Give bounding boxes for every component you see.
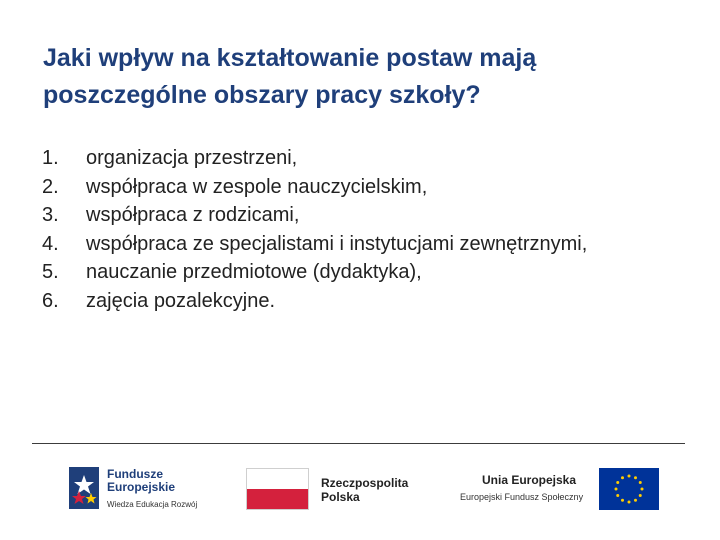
slide-title-line-2: poszczególne obszary pracy szkoły? bbox=[43, 81, 481, 109]
ue-logo-subtitle: Europejski Fundusz Społeczny bbox=[460, 492, 584, 502]
rzeczpospolita-polska-logo bbox=[246, 468, 436, 512]
areas-list bbox=[42, 144, 682, 315]
ue-logo-title: Unia Europejska bbox=[482, 473, 577, 487]
fe-logo-line-1: Fundusze bbox=[107, 467, 163, 481]
eu-star-icon bbox=[616, 494, 619, 497]
list-item-number: 1. bbox=[42, 147, 59, 169]
list-item-number: 5. bbox=[42, 261, 59, 283]
eu-star-icon bbox=[628, 501, 631, 504]
eu-star-icon bbox=[621, 499, 624, 502]
eu-star-icon bbox=[641, 488, 644, 491]
fundusze-europejskie-logo bbox=[65, 463, 215, 515]
rp-logo-line-1: Rzeczpospolita bbox=[321, 476, 409, 490]
unia-europejska-logo bbox=[458, 468, 663, 512]
fe-logo-line-2: Europejskie bbox=[107, 480, 176, 494]
list-item-number: 6. bbox=[42, 289, 59, 312]
list-item bbox=[42, 144, 682, 173]
eu-star-icon bbox=[639, 494, 642, 497]
polish-flag-icon bbox=[246, 468, 309, 510]
fe-logo-subtitle: Wiedza Edukacja Rozwój bbox=[107, 500, 198, 509]
list-item-text: współpraca ze specjalistami i instytucjami zewnętrznymi, bbox=[86, 232, 588, 255]
list-item bbox=[42, 173, 682, 202]
eu-star-icon bbox=[639, 481, 642, 484]
list-item bbox=[42, 287, 682, 316]
list-item-text: zajęcia pozalekcyjne. bbox=[86, 289, 275, 312]
fundusze-europejskie-emblem-icon bbox=[65, 463, 103, 513]
eu-star-icon bbox=[621, 476, 624, 479]
eu-star-icon bbox=[634, 499, 637, 502]
list-item bbox=[42, 230, 606, 259]
slide-title-line-1: Jaki wpływ na kształtowanie postaw mają bbox=[43, 44, 537, 72]
rzeczpospolita-polska-name bbox=[321, 476, 408, 504]
rp-logo-line-2: Polska bbox=[321, 490, 360, 504]
list-item bbox=[42, 258, 682, 287]
eu-star-icon bbox=[634, 476, 637, 479]
footer-divider bbox=[32, 443, 685, 444]
eu-star-icon bbox=[616, 481, 619, 484]
list-item-number: 2. bbox=[42, 175, 59, 198]
list-item-number: 4. bbox=[42, 232, 59, 255]
list-item-text: organizacja przestrzeni, bbox=[86, 147, 298, 169]
list-item bbox=[42, 201, 682, 230]
list-item-text: nauczanie przedmiotowe (dydaktyka), bbox=[86, 261, 422, 283]
list-item-text: współpraca w zespole nauczycielskim, bbox=[86, 175, 428, 198]
eu-star-icon bbox=[615, 488, 618, 491]
list-item-text: współpraca z rodzicami, bbox=[86, 204, 300, 226]
list-item-number: 3. bbox=[42, 204, 59, 226]
fundusze-europejskie-name bbox=[107, 468, 175, 494]
eu-star-icon bbox=[628, 475, 631, 478]
eu-flag-icon bbox=[599, 468, 659, 510]
slide-title bbox=[43, 40, 703, 114]
